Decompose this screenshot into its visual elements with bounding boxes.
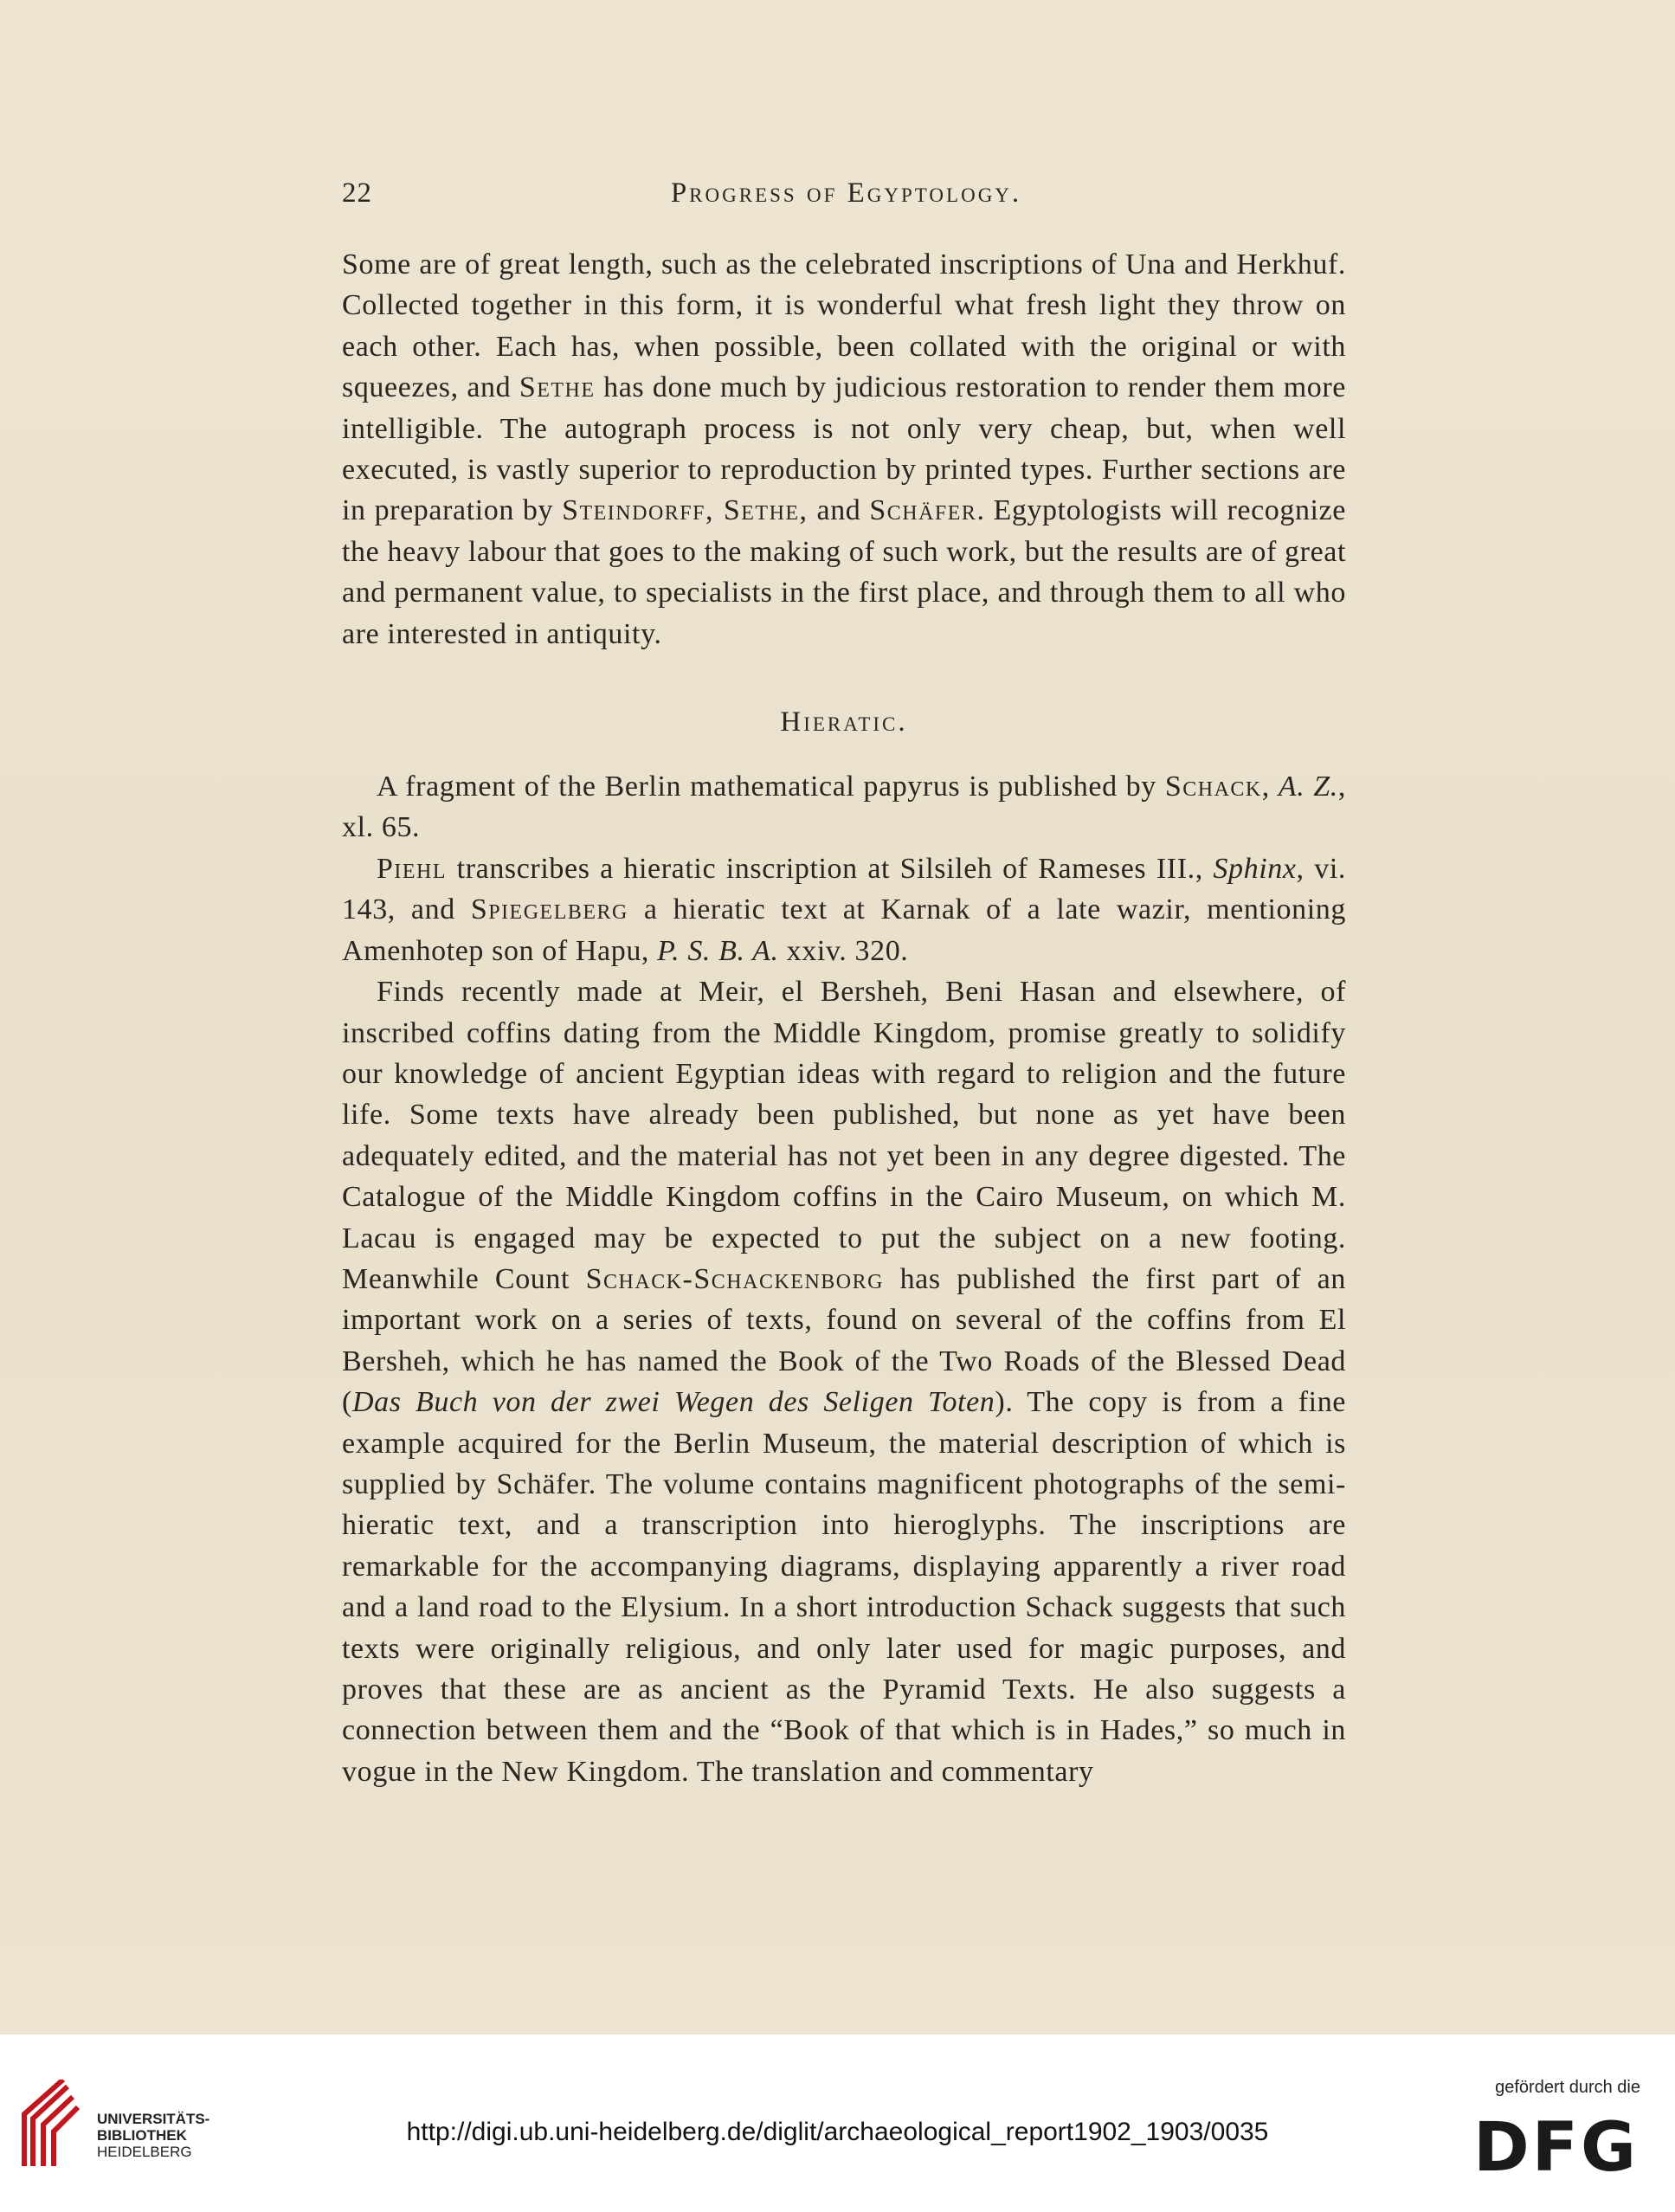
footer-bar (0, 2035, 1675, 2212)
paragraph-1: Some are of great length, such as the celebrated inscriptions of Una and Herkhuf. Collected together in this form, it is wonderful what fresh light they throw on each other. Each has, when possible, been collated with the original or with squeezes, and Sethe has done much by judicious restoration to render them more intelligible. The autograph process is not only very cheap, but, when well executed, is vastly superior to reproduction by printed types. Further sections are in preparation by Steindorff, Sethe, and Schäfer. Egyptologists will recognize the heavy labour that goes to the making of such work, but the results are of great and permanent value, to specialists in the first place, and through them to all who are interested in antiquity. (342, 248, 1346, 650)
paragraph-4: Finds recently made at Meir, el Bersheh, Beni Hasan and elsewhere, of inscribed coffins dating from the Middle Kingdom, promise greatly to solidify our knowledge of ancient Egyptian ideas with regard to religion and the future life. Some texts have already been published, but none as yet have been adequately edited, and the material has not yet been in any degree digested. The Catalogue of the Middle Kingdom coffins in the Cairo Museum, on which M. Lacau is engaged may be expected to put the subject on a new footing. Meanwhile Count Schack-Schackenborg has published the first part of an important work on a series of texts, found on several of the coffins from El Bersheh, which he has named the Book of the Two Roads of the Blessed Dead (Das Buch von der zwei Wegen des Seligen Toten). The copy is from a fine example acquired for the Berlin Museum, the material description of which is supplied by Schäfer. The volume contains magnificent photographs of the semi-hieratic text, and a transcription into hieroglyphs. The inscriptions are remarkable for the accompanying diagrams, displaying apparently a river road and a land road to the Elysium. In a short introduction Schack suggests that such texts were originally religious, and only later used for magic purposes, and proves that these are as ancient as the Pyramid Texts. He also suggests a connection between them and the “Book of that which is in Hades,” so much in vogue in the New Kingdom. The translation and commentary (342, 976, 1346, 1788)
page-header (342, 177, 1350, 221)
funded-by-text: gefördert durch die (1495, 2078, 1640, 2097)
paragraph-2: A fragment of the Berlin mathematical papyrus is published by Schack, A. Z., xl. 65. (342, 771, 1347, 844)
running-title: Progress of Egyptology. (670, 177, 1022, 209)
body-text (342, 244, 1346, 1792)
dfg-logo: DFG (1472, 2109, 1639, 2187)
library-name: UNIVERSITÄTS- BIBLIOTHEK HEIDELBERG (97, 2111, 210, 2160)
permalink-url[interactable]: http://digi.ub.uni-heidelberg.de/diglit/archaeological_report1902_1903/0035 (406, 2118, 1269, 2146)
page-number: 22 (342, 177, 372, 209)
section-heading: Hieratic. (780, 706, 908, 738)
paragraph-3: Piehl transcribes a hieratic inscription at Silsileh of Rameses III., Sphinx, vi. 143, and Spiegelberg a hieratic text at Karnak of a late wazir, mentioning Amenhotep son of Hapu, P. S. B. A. xxiv. 320. (342, 852, 1346, 967)
